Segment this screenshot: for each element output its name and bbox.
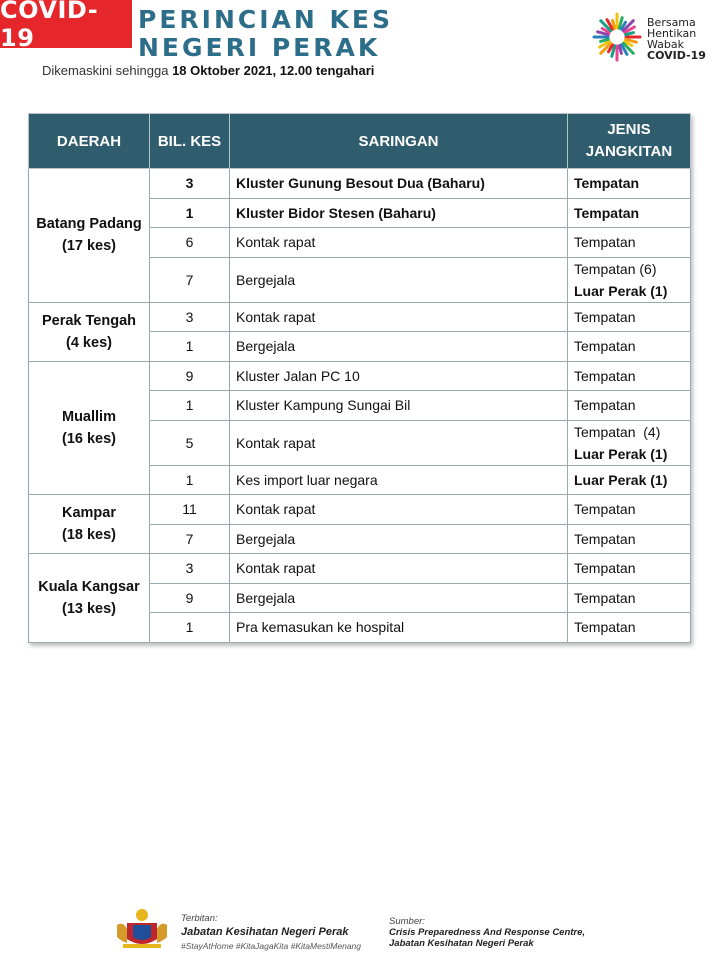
jenis-line: Tempatan (574, 234, 636, 251)
district-cell (29, 361, 150, 495)
bil-kes-cell: 3 (150, 302, 230, 332)
table-header-row (29, 114, 691, 169)
jenis-jangkitan-cell (568, 524, 691, 554)
district-total: (18 kes) (61, 527, 116, 543)
header-daerah: DAERAH (29, 114, 150, 169)
jenis-line: Tempatan (574, 397, 636, 414)
terbitan-label: Terbitan: (181, 913, 218, 924)
bil-kes-cell: 1 (150, 465, 230, 495)
bil-kes-cell: 7 (150, 524, 230, 554)
logo-text (647, 17, 706, 61)
bil-kes-cell: 3 (150, 169, 230, 199)
district-total: (4 kes) (66, 334, 112, 351)
header-bil-kes: BIL. KES (150, 114, 230, 169)
jenis-line: Tempatan (574, 308, 636, 325)
jenis-line: Tempatan (574, 367, 636, 384)
jenis-line: Luar Perak (1) (574, 471, 668, 488)
table-row (29, 554, 691, 584)
saringan-cell: Kluster Kampung Sungai Bil (230, 391, 568, 421)
jenis-line: Tempatan (6) (574, 260, 657, 277)
saringan-cell: Kluster Jalan PC 10 (230, 361, 568, 391)
bil-kes-cell: 9 (150, 361, 230, 391)
district-name: Perak Tengah (41, 312, 137, 329)
title-line-2: NEGERI PERAK (138, 33, 381, 62)
logo-line-3: Wabak (647, 38, 685, 51)
header-saringan: SARINGAN (230, 114, 568, 169)
source-line-1: Crisis Preparedness And Response Centre, (389, 927, 586, 938)
jenis-line: Luar Perak (1) (574, 282, 668, 299)
jenis-jangkitan-cell (568, 302, 691, 332)
saringan-cell: Kontak rapat (230, 420, 568, 465)
table-row (29, 169, 691, 199)
saringan-cell: Kontak rapat (230, 228, 568, 258)
table-row (29, 302, 691, 332)
title-line-1: PERINCIAN KES (138, 5, 393, 34)
jenis-line: Tempatan (574, 589, 636, 606)
covid19-badge: COVID-19 (0, 0, 132, 48)
jenis-jangkitan-cell (568, 361, 691, 391)
bil-kes-cell: 6 (150, 228, 230, 258)
saringan-cell: Pra kemasukan ke hospital (230, 613, 568, 643)
jenis-jangkitan-cell (568, 169, 691, 199)
jenis-line: Tempatan (574, 338, 636, 355)
district-total: (17 kes) (61, 238, 116, 255)
hashtags: #StayAtHome #KitaJagaKita #KitaMestiMenang (181, 941, 362, 951)
jenis-line: Tempatan (574, 204, 640, 221)
district-name: Batang Padang (36, 216, 142, 233)
bil-kes-cell: 1 (150, 198, 230, 228)
publisher-name: Jabatan Kesihatan Negeri Perak (181, 926, 349, 938)
jenis-jangkitan-cell (568, 495, 691, 525)
jenis-line: Tempatan (4) (574, 423, 661, 440)
jenis-line: Tempatan (574, 175, 640, 192)
district-cell (29, 169, 150, 303)
saringan-cell: Bergejala (230, 332, 568, 362)
jenis-line: Tempatan (574, 560, 636, 577)
district-name: Kampar (62, 505, 116, 521)
coat-of-arms-icon (113, 905, 171, 951)
bil-kes-cell: 7 (150, 257, 230, 302)
district-total: (16 kes) (61, 430, 116, 447)
saringan-cell: Kluster Gunung Besout Dua (Baharu) (230, 169, 568, 199)
saringan-cell: Kontak rapat (230, 495, 568, 525)
saringan-cell: Kes import luar negara (230, 465, 568, 495)
bil-kes-cell: 11 (150, 495, 230, 525)
jenis-jangkitan-cell (568, 198, 691, 228)
bil-kes-cell: 9 (150, 583, 230, 613)
jenis-jangkitan-cell (568, 332, 691, 362)
saringan-cell: Kontak rapat (230, 302, 568, 332)
logo-line-2: Hentikan (647, 27, 697, 40)
header-jenis-jangkitan: JENIS JANGKITAN (568, 114, 691, 169)
jenis-jangkitan-cell (568, 420, 691, 465)
jenis-line: Tempatan (574, 619, 636, 636)
bersama-hentikan-wabak-logo-icon (590, 10, 644, 64)
bil-kes-cell: 3 (150, 554, 230, 584)
jenis-jangkitan-cell (568, 228, 691, 258)
district-cell (29, 495, 150, 554)
source-line-2: Jabatan Kesihatan Negeri Perak (389, 938, 534, 949)
table-row (29, 495, 691, 525)
logo-line-1: Bersama (647, 16, 696, 29)
bil-kes-cell: 1 (150, 332, 230, 362)
bersama-logo (590, 10, 715, 74)
saringan-cell: Kontak rapat (230, 554, 568, 584)
page-title (138, 6, 393, 62)
bil-kes-cell: 5 (150, 420, 230, 465)
bil-kes-cell: 1 (150, 391, 230, 421)
updated-note (42, 63, 374, 78)
district-total: (13 kes) (61, 600, 116, 617)
district-name: Muallim (62, 408, 116, 425)
jenis-line: Tempatan (574, 530, 636, 547)
updated-prefix: Dikemaskini sehingga (42, 63, 173, 78)
saringan-cell: Bergejala (230, 257, 568, 302)
updated-date: 18 Oktober 2021, 12.00 tengahari (172, 63, 375, 78)
jenis-line: Luar Perak (1) (574, 445, 668, 462)
jenis-jangkitan-cell (568, 613, 691, 643)
logo-line-4: COVID-19 (647, 49, 706, 62)
jenis-line: Tempatan (574, 501, 636, 518)
jenis-jangkitan-cell (568, 257, 691, 302)
saringan-cell: Bergejala (230, 524, 568, 554)
district-name: Kuala Kangsar (38, 578, 140, 595)
saringan-cell: Bergejala (230, 583, 568, 613)
saringan-cell: Kluster Bidor Stesen (Baharu) (230, 198, 568, 228)
sumber-label: Sumber: (389, 916, 425, 927)
jenis-jangkitan-cell (568, 583, 691, 613)
jenis-jangkitan-cell (568, 391, 691, 421)
cases-table (28, 113, 691, 643)
jenis-jangkitan-cell (568, 465, 691, 495)
footer (0, 905, 720, 960)
jenis-jangkitan-cell (568, 554, 691, 584)
district-cell (29, 554, 150, 643)
bil-kes-cell: 1 (150, 613, 230, 643)
table-row (29, 361, 691, 391)
district-cell (29, 302, 150, 361)
